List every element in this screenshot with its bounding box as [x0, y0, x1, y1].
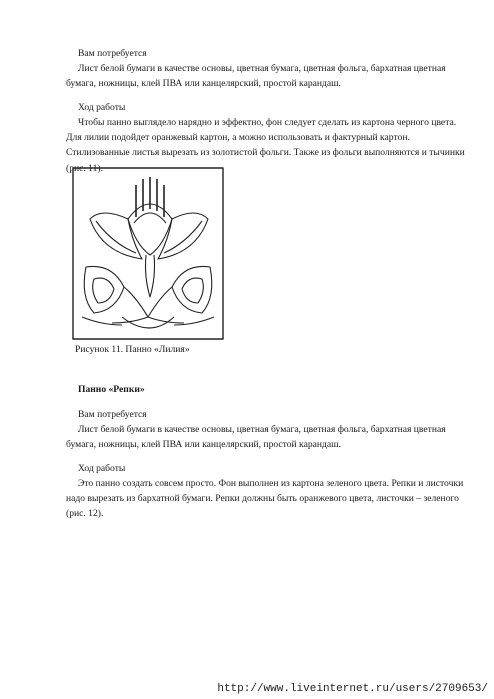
source-url-watermark: http://www.liveinternet.ru/users/2709653/	[217, 683, 488, 695]
needs-text-2: Лист белой бумаги в качестве основы, цветная бумага, цветная фольга, бархатная цветная бумага, ножницы, клей ПВА или канцелярский, простой карандаш.	[66, 424, 446, 451]
process-text: Чтобы панно выглядело нарядно и эффектно, фон следует сделать из картона черного цвета. Для лилии подойдет оранжевый картон, а можно использовать и фактурный картон. Стилизованные листья вырезать из золотистой фольги. Также из фольги выполняются и тычинки (рис. 11).	[66, 117, 465, 174]
needs-text: Лист белой бумаги в качестве основы, цветная бумага, цветная фольга, бархатная цветная бумага, ножницы, клей ПВА или канцелярский, простой карандаш.	[66, 63, 446, 90]
process-heading: Ход работы	[78, 102, 126, 113]
figure-caption: Рисунок 11. Панно «Лилия»	[75, 344, 190, 355]
needs-heading-2: Вам потребуется	[78, 409, 147, 420]
lily-panel-figure	[72, 167, 224, 340]
needs-heading: Вам потребуется	[78, 48, 147, 59]
section-title: Панно «Репки»	[78, 384, 145, 395]
lily-drawing	[72, 167, 224, 340]
process-heading-2: Ход работы	[78, 463, 126, 474]
process-text-2: Это панно создать совсем просто. Фон выполнен из картона зеленого цвета. Репки и листочки надо вырезать из бархатной бумаги. Репки должны быть оранжевого цвета, листочки – зеленого (рис. 12).	[66, 478, 464, 520]
